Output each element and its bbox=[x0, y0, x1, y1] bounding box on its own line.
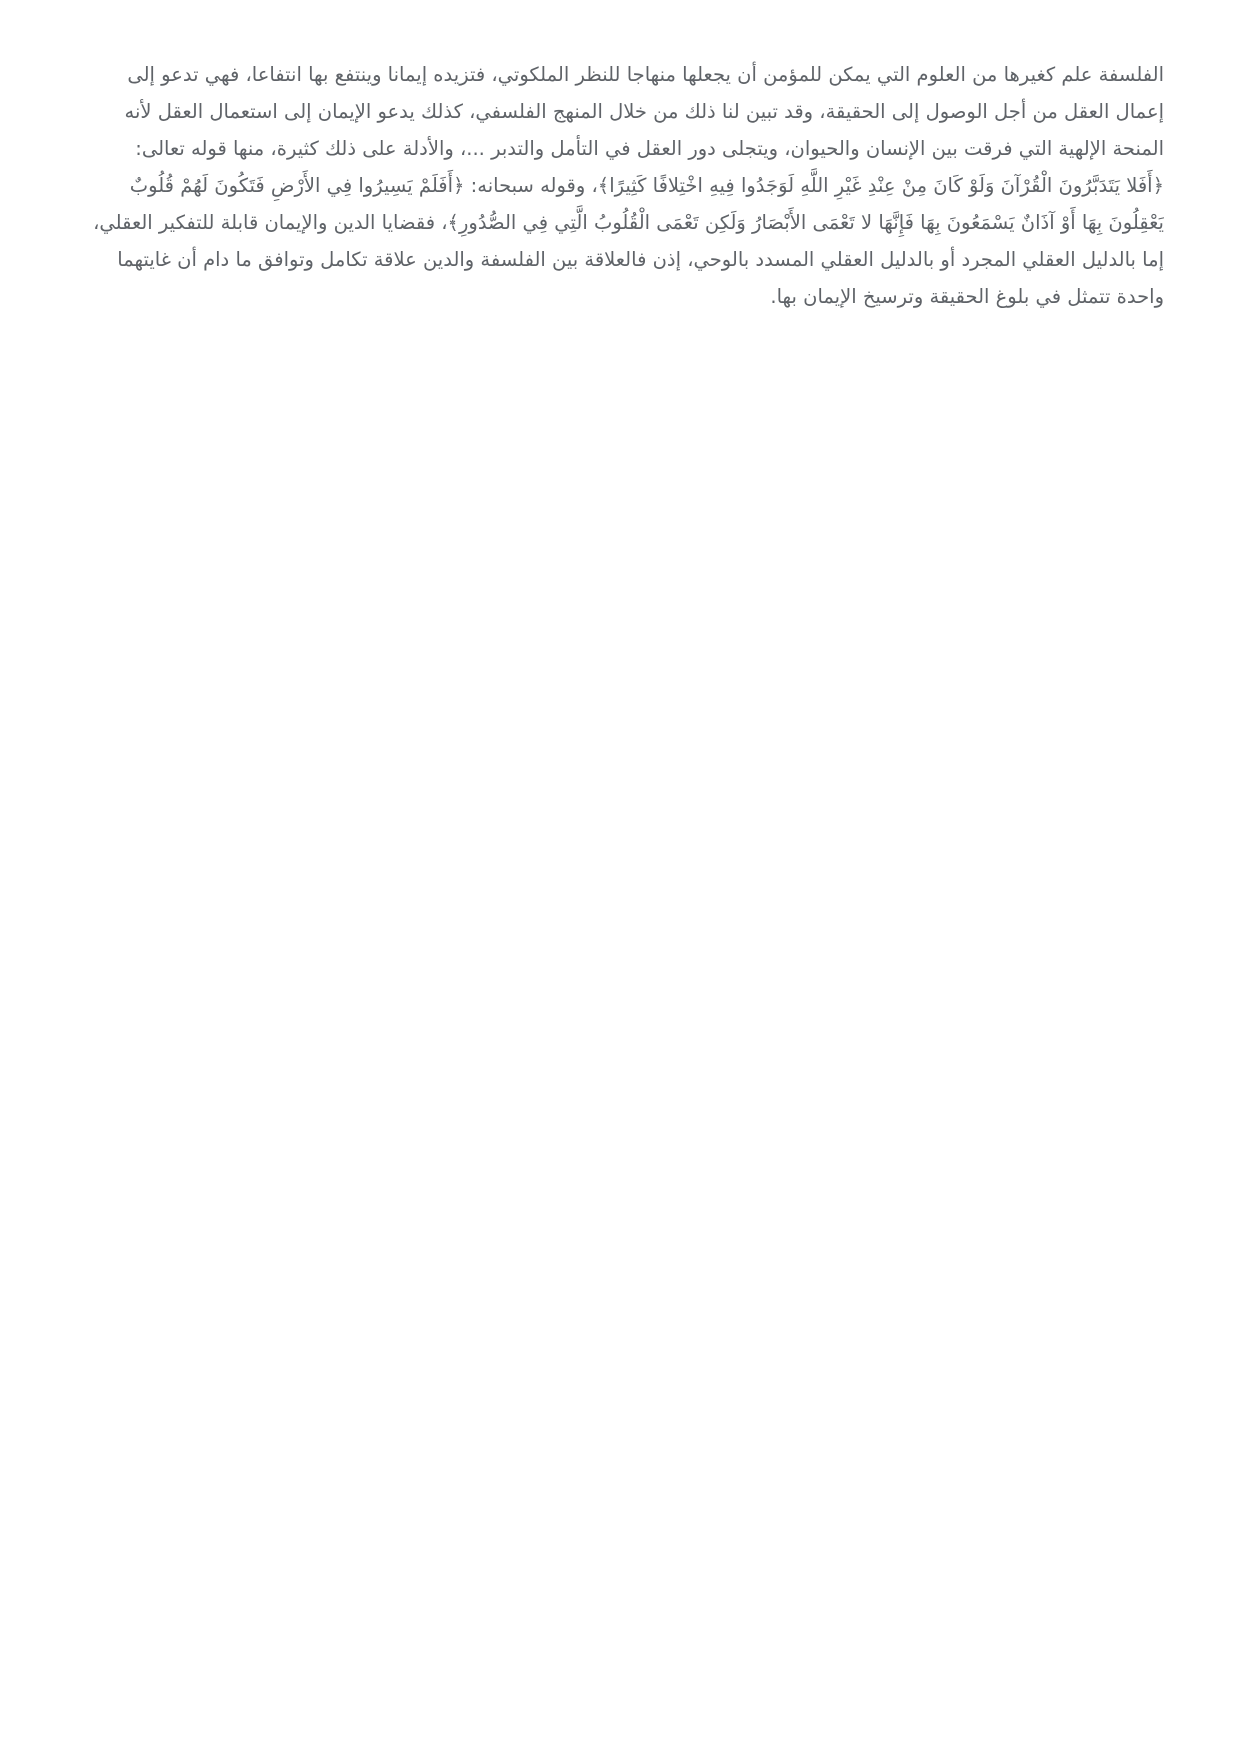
paragraph-line: يَعْقِلُونَ بِهَا أَوْ آذَانٌ يَسْمَعُونَ بِهَا فَإِنَّهَا لا تَعْمَى الأَبْصَارُ وَلَكِن تَعْمَى الْقُلُوبُ الَّتِي فِي الصُّدُورِ﴾، فقضايا الدين والإيمان قابلة للتفكير العقلي، bbox=[93, 211, 1164, 234]
paragraph-line: ﴿أَفَلا يَتَدَبَّرُونَ الْقُرْآنَ وَلَوْ كَانَ مِنْ عِنْدِ غَيْرِ اللَّهِ لَوَجَدُوا فِيهِ اخْتِلافًا كَثِيرًا﴾، وقوله سبحانه: ﴿أَفَلَمْ يَسِيرُوا فِي الأَرْضِ فَتَكُونَ لَهُمْ قُلُوبٌ bbox=[129, 174, 1164, 197]
body-paragraph bbox=[78, 56, 1164, 315]
paragraph-line: إعمال العقل من أجل الوصول إلى الحقيقة، وقد تبين لنا ذلك من خلال المنهج الفلسفي، كذلك يدعو الإيمان إلى استعمال العقل لأنه bbox=[124, 100, 1164, 123]
paragraph-line: واحدة تتمثل في بلوغ الحقيقة وترسيخ الإيمان بها. bbox=[770, 285, 1164, 308]
paragraph-line: المنحة الإلهية التي فرقت بين الإنسان والحيوان، ويتجلى دور العقل في التأمل والتدبر ...، والأدلة على ذلك كثيرة، منها قوله تعالى: bbox=[135, 137, 1164, 160]
paragraph-line: إما بالدليل العقلي المجرد أو بالدليل العقلي المسدد بالوحي، إذن فالعلاقة بين الفلسفة والدين علاقة تكامل وتوافق ما دام أن غايتهما bbox=[117, 248, 1164, 271]
paragraph-line: الفلسفة علم كغيرها من العلوم التي يمكن للمؤمن أن يجعلها منهاجا للنظر الملكوتي، فتزيده إيمانا وينتفع بها انتفاعا، فهي تدعو إلى bbox=[127, 63, 1164, 86]
